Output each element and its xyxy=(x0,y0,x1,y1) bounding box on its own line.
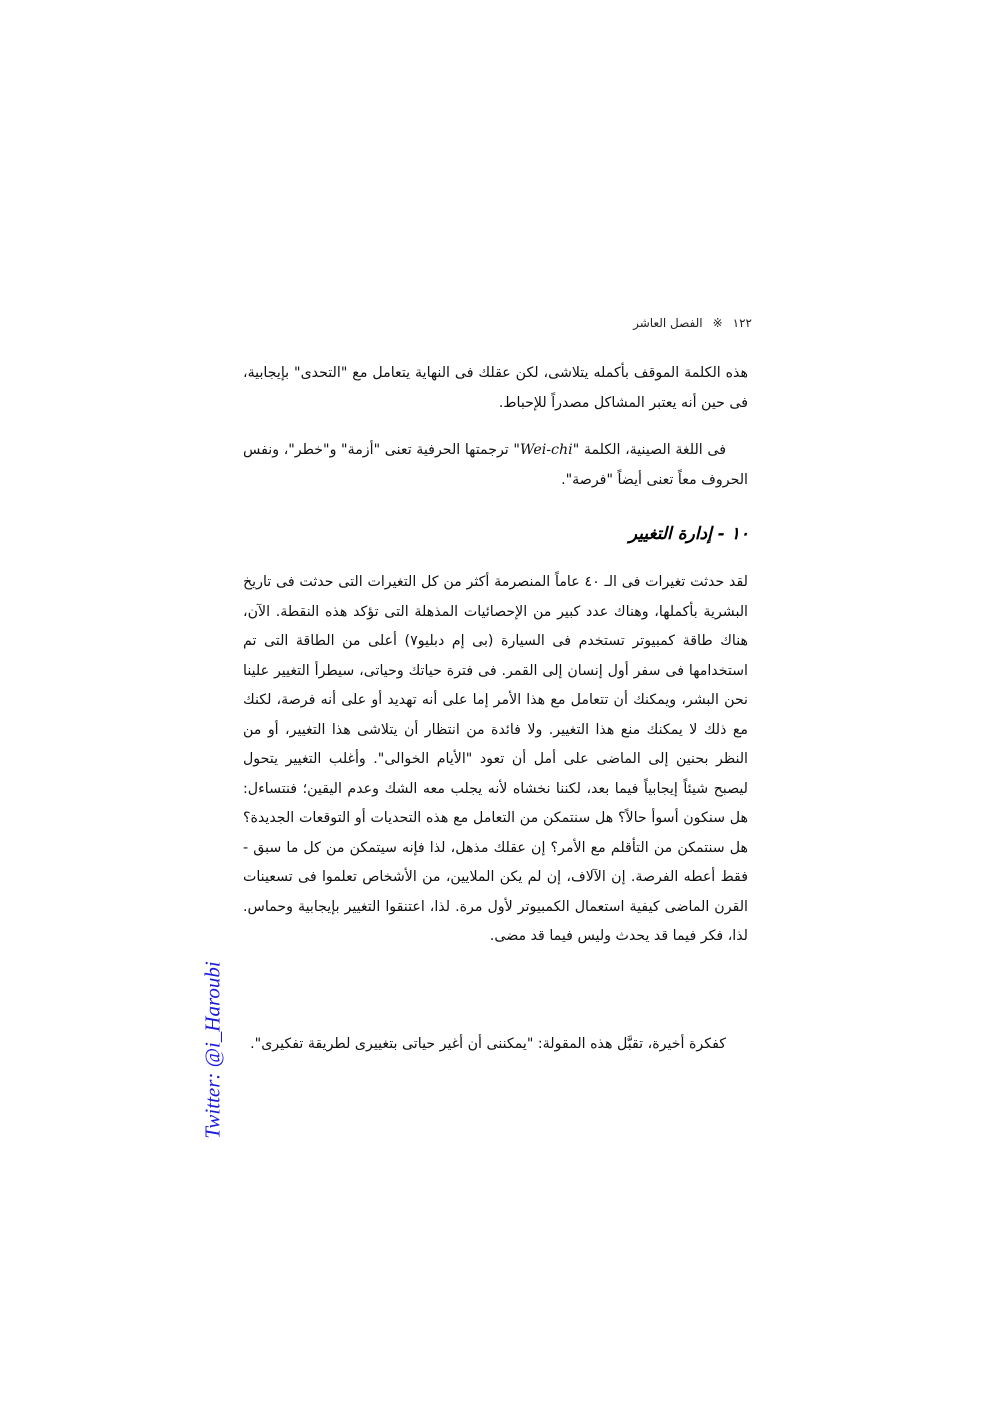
page-header xyxy=(232,316,752,330)
ornament-icon: ※ xyxy=(712,316,723,330)
paragraph-change-management: لقد حدثت تغيرات فى الـ ٤٠ عاماً المنصرمة أكثر من كل التغيرات التى حدثت فى تاريخ البشرية بأكملها، وهناك عدد كبير من الإحصائيات المذهلة التى تؤكد هذه النقطة. الآن، هناك طاقة كمبيوتر تستخدم فى السيارة (بى إم دبليو٧) أعلى من الطاقة التى تم استخدامها فى سفر أول إنسان إلى القمر. فى فترة حياتك وحياتى، سيطرأ التغيير علينا نحن البشر، ويمكنك أن تتعامل مع هذا الأمر إما على أنه تهديد أو على أنه فرصة، لكنك مع ذلك لا يمكنك منع هذا التغيير. ولا فائدة من انتظار أن يتلاشى هذا التغيير، أو من النظر بحنين إلى الماضى على أمل أن تعود "الأيام الخوالى". وأغلب التغيير يتحول ليصبح شيئاً إيجابياً فيما بعد، لكننا نخشاه لأنه يجلب معه الشك وعدم اليقين؛ فنتساءل: هل سنكون أسوأ حالاً؟ هل سنتمكن من التعامل مع هذه التحديات أو التوقعات الجديدة؟ هل سنتمكن من التأقلم مع الأمر؟ إن عقلك مذهل، لذا فإنه سيتمكن من كل ما سبق - فقط أعطه الفرصة. إن الآلاف، إن لم يكن الملايين، من الأشخاص تعلموا فى تسعينات القرن الماضى كيفية استعمال الكمبيوتر لأول مرة. لذا، اعتنقوا التغيير بإيجابية وحماس. لذا، فكر فيما قد يحدث وليس فيما قد مضى. xyxy=(243,574,748,944)
weichi-term: Wei-chi xyxy=(519,442,573,458)
chapter-title: الفصل العاشر xyxy=(633,316,703,330)
section-heading: ١٠ - إدارة التغيير xyxy=(628,524,749,544)
paragraph-intro: هذه الكلمة الموقف بأكمله يتلاشى، لكن عقلك فى النهاية يتعامل مع "التحدى" بإيجابية، فى حين أنه يعتبر المشاكل مصدراً للإحباط. xyxy=(243,365,748,411)
paragraph-weichi-after: " ترجمتها الحرفية تعنى "أزمة" و"خطر"، ونفس الحروف معاً تعنى أيضاً "فرصة". xyxy=(243,442,748,488)
twitter-watermark: Twitter: @i_Haroubi xyxy=(200,961,225,1139)
paragraph-weichi xyxy=(243,436,748,495)
paragraph-closing-thought: كفكرة أخيرة، تقبَّل هذه المقولة: "يمكننى أن أغير حياتى بتغييرى لطريقة تفكيرى". xyxy=(250,1036,726,1052)
page-number: ١٢٢ xyxy=(732,316,752,330)
paragraph-weichi-before: فى اللغة الصينية، الكلمة " xyxy=(572,442,726,458)
